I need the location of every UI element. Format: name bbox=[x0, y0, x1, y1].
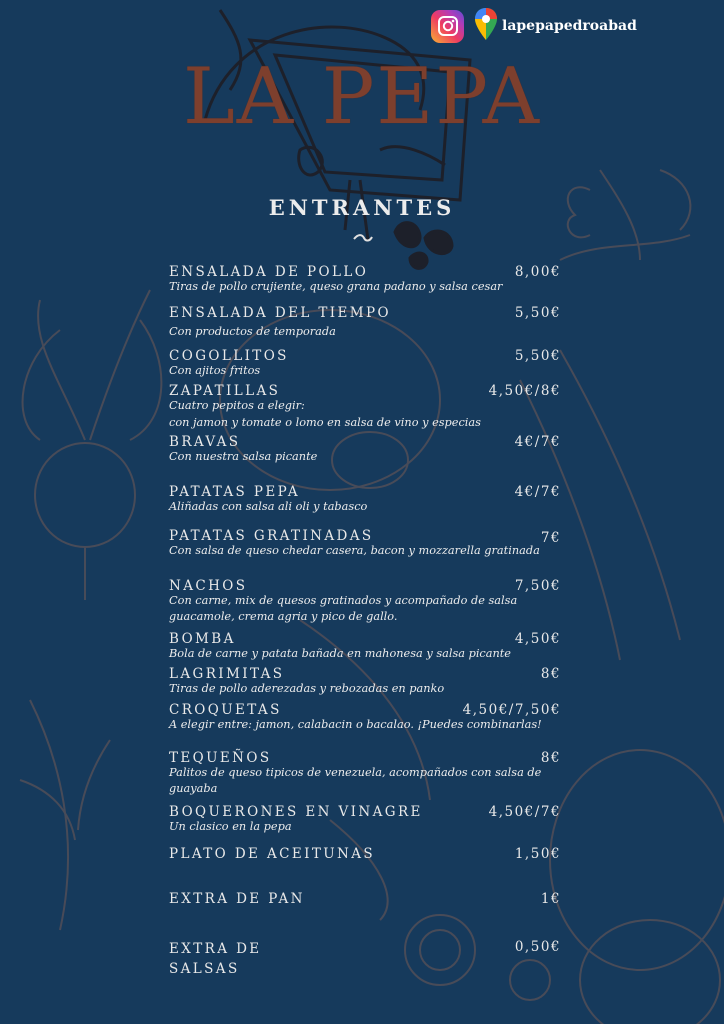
menu-item-price: 5,50€ bbox=[514, 348, 561, 364]
menu-item-price: 7,50€ bbox=[514, 578, 561, 594]
menu-item-price: 4€/7€ bbox=[514, 434, 561, 450]
menu-item-description: Con carne, mix de quesos gratinados y acompañado de salsa guacamole, crema agria y pico de gallo. bbox=[169, 594, 518, 623]
menu-item bbox=[169, 528, 563, 559]
menu-item-price: 4,50€/8€ bbox=[488, 383, 561, 399]
menu-item-name: PATATAS PEPA bbox=[169, 484, 301, 500]
menu-item-name: NACHOS bbox=[169, 578, 248, 594]
menu-item bbox=[169, 434, 563, 465]
menu-item-name: PATATAS GRATINADAS bbox=[169, 528, 374, 544]
menu-item-price: 8€ bbox=[540, 750, 561, 766]
menu-item bbox=[169, 891, 563, 908]
menu-item-name: ENSALADA DEL TIEMPO bbox=[169, 305, 391, 321]
menu-item-price: 5,50€ bbox=[514, 305, 561, 321]
restaurant-logo-title: LA PEPA bbox=[183, 52, 541, 142]
menu-item-price: 8,00€ bbox=[514, 264, 561, 280]
menu-item-name: ENSALADA DE POLLO bbox=[169, 264, 369, 280]
menu-item-price: 1,50€ bbox=[514, 846, 561, 862]
menu-item-name: ZAPATILLAS bbox=[169, 383, 281, 399]
menu-item bbox=[169, 750, 563, 797]
social-handle[interactable]: lapepapedroabad bbox=[502, 18, 637, 34]
menu-item-price: 4,50€ bbox=[514, 631, 561, 647]
menu-item-description: Aliñadas con salsa ali oli y tabasco bbox=[169, 500, 368, 513]
menu-item bbox=[169, 702, 563, 733]
menu-item-description: Con salsa de queso chedar casera, bacon y mozzarella gratinada bbox=[169, 544, 540, 557]
menu-item-description: Con nuestra salsa picante bbox=[169, 450, 318, 463]
ornament-icon bbox=[352, 233, 374, 243]
menu-item-name: CROQUETAS bbox=[169, 702, 282, 718]
menu-item-description: Con productos de temporada bbox=[169, 325, 336, 338]
menu-item-name: EXTRA DE SALSAS bbox=[169, 941, 262, 977]
menu-item bbox=[169, 846, 563, 863]
menu-item-description: A elegir entre: jamon, calabacin o bacalao. ¡Puedes combinarlas! bbox=[169, 718, 542, 731]
menu-item-price: 0,50€ bbox=[514, 939, 561, 955]
menu-item-name: TEQUEÑOS bbox=[169, 750, 272, 766]
menu-item-price: 1€ bbox=[540, 891, 561, 907]
menu-item-description: Tiras de pollo aderezadas y rebozadas en panko bbox=[169, 682, 445, 695]
menu-item-name: BOMBA bbox=[169, 631, 236, 647]
menu-item-name: LAGRIMITAS bbox=[169, 666, 285, 682]
menu-item-description: Cuatro pepitos a elegir: bbox=[169, 399, 305, 412]
menu-item-description: Con ajitos fritos bbox=[169, 364, 261, 377]
section-title: ENTRANTES bbox=[268, 195, 456, 220]
menu-item-name: BOQUERONES EN VINAGRE bbox=[169, 804, 423, 820]
menu-item-name: EXTRA DE PAN bbox=[169, 891, 305, 907]
menu-item-description-line2: con jamon y tomate o lomo en salsa de vino y especias bbox=[169, 416, 481, 429]
instagram-icon[interactable] bbox=[431, 10, 464, 43]
menu-item bbox=[169, 578, 563, 625]
menu-item-price: 4,50€/7€ bbox=[488, 804, 561, 820]
menu-item-description: Palitos de queso tipicos de venezuela, acompañados con salsa de guayaba bbox=[169, 766, 542, 795]
menu-item-price: 4,50€/7,50€ bbox=[462, 702, 561, 718]
menu-item-price: 8€ bbox=[540, 666, 561, 682]
map-pin-icon[interactable] bbox=[474, 7, 498, 45]
menu-item bbox=[169, 631, 563, 662]
menu-item-price: 7€ bbox=[540, 530, 561, 546]
menu-item bbox=[169, 666, 563, 697]
menu-item bbox=[169, 939, 563, 979]
menu-item-name: PLATO DE ACEITUNAS bbox=[169, 846, 376, 862]
menu-item bbox=[169, 383, 563, 431]
menu-item bbox=[169, 305, 563, 340]
menu-item bbox=[169, 264, 563, 295]
menu-item-name: COGOLLITOS bbox=[169, 348, 289, 364]
menu-item bbox=[169, 484, 563, 515]
menu-item-description: Bola de carne y patata bañada en mahonesa y salsa picante bbox=[169, 647, 511, 660]
social-bar bbox=[431, 7, 637, 45]
menu-item-description: Un clasico en la pepa bbox=[169, 820, 292, 833]
menu-item-name: BRAVAS bbox=[169, 434, 241, 450]
menu-item bbox=[169, 348, 563, 379]
menu-item-description: Tiras de pollo crujiente, queso grana padano y salsa cesar bbox=[169, 280, 503, 293]
menu-item-price: 4€/7€ bbox=[514, 484, 561, 500]
menu-item bbox=[169, 804, 563, 835]
